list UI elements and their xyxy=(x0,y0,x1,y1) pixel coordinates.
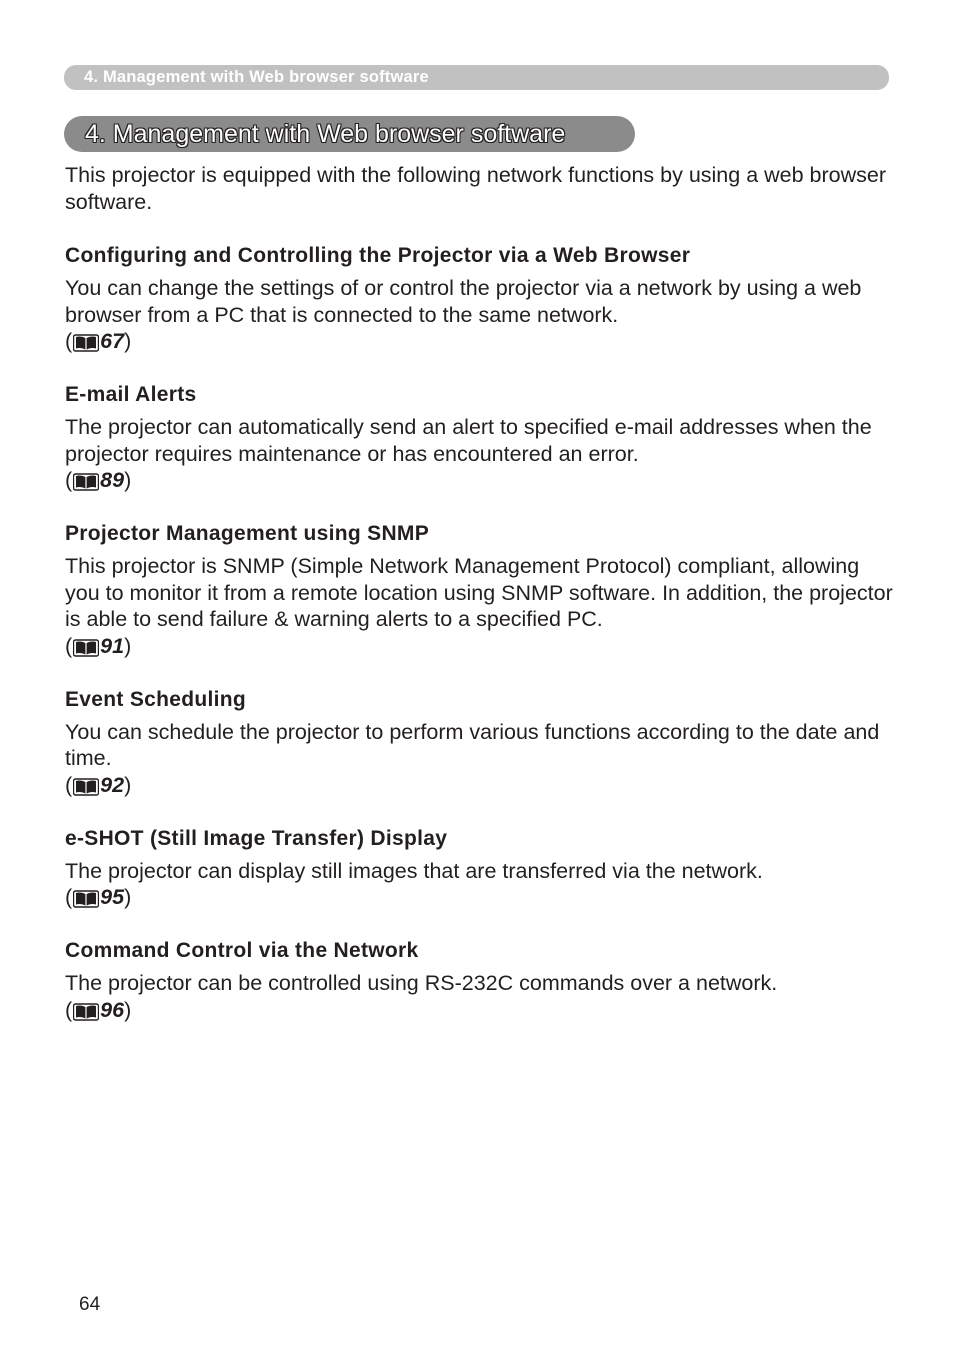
section-body: You can schedule the projector to perform various functions according to the date and time. xyxy=(65,719,880,770)
running-header-title: 4. Management with Web browser software xyxy=(84,68,429,86)
book-icon xyxy=(73,1001,99,1019)
reference-open-paren: ( xyxy=(65,633,73,658)
chapter-title: 4. Management with Web browser software xyxy=(85,119,566,148)
section-body: The projector can automatically send an alert to specified e-mail addresses when the projector requires maintenance or has encountered an error. xyxy=(65,415,872,466)
feature-section xyxy=(65,685,895,798)
reference-close-paren: ) xyxy=(124,468,132,492)
reference-close-paren: ) xyxy=(124,633,132,658)
chapter-title-banner xyxy=(64,116,635,152)
feature-sections xyxy=(65,241,895,1023)
reference-open-paren: ( xyxy=(65,329,73,353)
book-icon xyxy=(73,888,99,906)
page-reference[interactable] xyxy=(65,772,895,798)
section-body: This projector is SNMP (Simple Network Management Protocol) compliant, allowing you to monitor it from a remote location using SNMP software. In addition, the projector is able to send failure & warning alerts to a specified PC. xyxy=(65,554,893,631)
page-reference[interactable] xyxy=(65,884,895,910)
book-icon xyxy=(73,471,99,489)
page-content xyxy=(65,162,895,1023)
feature-section xyxy=(65,824,895,911)
running-header xyxy=(64,65,889,90)
feature-section xyxy=(65,241,895,354)
section-heading: E-mail Alerts xyxy=(65,383,197,406)
section-heading: Projector Management using SNMP xyxy=(65,522,430,545)
page-reference[interactable] xyxy=(65,467,895,493)
reference-page-number: 95 xyxy=(100,885,125,909)
reference-open-paren: ( xyxy=(65,997,73,1022)
reference-page-number: 67 xyxy=(100,329,125,353)
page-reference[interactable] xyxy=(65,328,895,354)
section-heading: Event Scheduling xyxy=(65,687,246,711)
reference-close-paren: ) xyxy=(124,997,132,1022)
reference-close-paren: ) xyxy=(124,885,132,909)
page-reference[interactable] xyxy=(65,997,895,1023)
book-icon xyxy=(73,332,99,350)
section-body: You can change the settings of or control the projector via a network by using a web browser from a PC that is connected to the same network. xyxy=(65,276,862,327)
feature-section xyxy=(65,380,895,493)
reference-close-paren: ) xyxy=(124,329,132,353)
section-body: The projector can be controlled using RS-232C commands over a network. xyxy=(65,971,778,995)
section-heading: Configuring and Controlling the Projector via a Web Browser xyxy=(65,244,691,267)
page-number: 64 xyxy=(79,1294,101,1315)
feature-section xyxy=(65,519,895,659)
intro-paragraph: This projector is equipped with the following network functions by using a web browser software. xyxy=(65,163,887,214)
reference-page-number: 89 xyxy=(100,468,125,492)
reference-close-paren: ) xyxy=(124,772,132,797)
page-reference[interactable] xyxy=(65,633,895,659)
section-heading: Command Control via the Network xyxy=(65,939,419,962)
reference-open-paren: ( xyxy=(65,885,73,909)
book-icon xyxy=(73,776,99,794)
reference-page-number: 96 xyxy=(100,997,125,1022)
book-icon xyxy=(73,637,99,655)
reference-page-number: 92 xyxy=(100,772,125,797)
reference-open-paren: ( xyxy=(65,772,73,797)
section-body: The projector can display still images that are transferred via the network. xyxy=(65,858,763,883)
reference-open-paren: ( xyxy=(65,468,73,492)
reference-page-number: 91 xyxy=(100,633,125,658)
feature-section xyxy=(65,936,895,1023)
section-heading: e-SHOT (Still Image Transfer) Display xyxy=(65,826,448,850)
